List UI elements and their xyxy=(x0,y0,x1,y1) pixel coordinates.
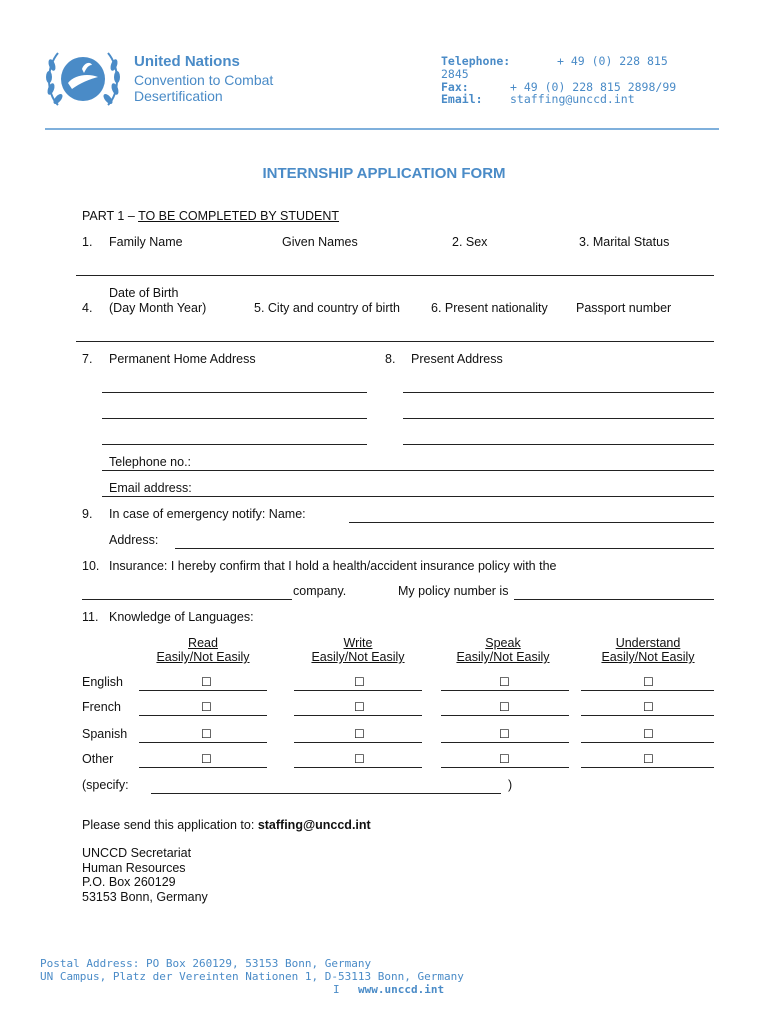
language-speak-checkbox[interactable]: ☐ xyxy=(499,752,510,766)
given-names-label: Given Names xyxy=(282,235,358,249)
language-label: French xyxy=(82,700,121,714)
un-emblem-logo xyxy=(44,45,122,113)
policy-number-label: My policy number is xyxy=(398,584,509,598)
language-understand-checkbox[interactable]: ☐ xyxy=(643,727,654,741)
address-line: 53153 Bonn, Germany xyxy=(82,889,208,904)
language-understand-line xyxy=(581,690,714,691)
language-read-checkbox[interactable]: ☐ xyxy=(201,675,212,689)
lang-col-read: Read Easily/Not Easily xyxy=(156,636,250,664)
fax-value: + 49 (0) 228 815 2898/99 xyxy=(510,80,677,94)
footer-postal: Postal Address: PO Box 260129, 53153 Bonn, Germany xyxy=(40,957,372,970)
row7-num: 7. xyxy=(82,352,93,366)
telephone-no-label: Telephone no.: xyxy=(109,455,192,469)
language-write-line xyxy=(294,767,422,768)
send-email[interactable]: staffing@unccd.int xyxy=(257,818,371,832)
company-label: company. xyxy=(293,584,347,598)
language-understand-checkbox[interactable]: ☐ xyxy=(643,675,654,689)
language-write-checkbox[interactable]: ☐ xyxy=(354,752,365,766)
language-read-line xyxy=(139,767,267,768)
row1-field-line[interactable] xyxy=(76,275,714,276)
language-read-checkbox[interactable]: ☐ xyxy=(201,700,212,714)
language-label: Other xyxy=(82,752,114,766)
lang-col-understand: Understand Easily/Not Easily xyxy=(601,636,695,664)
present-address-label: Present Address xyxy=(411,352,503,366)
footer-website[interactable]: www.unccd.int xyxy=(358,983,445,996)
language-speak-checkbox[interactable]: ☐ xyxy=(499,727,510,741)
language-read-checkbox[interactable]: ☐ xyxy=(201,727,212,741)
org-name-line2: Convention to Combat xyxy=(134,72,274,88)
footer-campus: UN Campus, Platz der Vereinten Nationen 1, D-53113 Bonn, Germany xyxy=(40,970,464,983)
org-name-line3: Desertification xyxy=(134,88,223,104)
mailing-address xyxy=(82,846,208,904)
present-address-line2[interactable] xyxy=(403,418,714,419)
permanent-address-label: Permanent Home Address xyxy=(109,352,256,366)
language-read-checkbox[interactable]: ☐ xyxy=(201,752,212,766)
insurance-statement: Insurance: I hereby confirm that I hold a health/accident insurance policy with the xyxy=(109,559,557,573)
language-write-line xyxy=(294,742,422,743)
insurance-company-field[interactable] xyxy=(82,599,292,600)
language-write-checkbox[interactable]: ☐ xyxy=(354,700,365,714)
emergency-name-label: In case of emergency notify: Name: xyxy=(109,507,306,521)
lang-col-speak: Speak Easily/Not Easily xyxy=(456,636,550,664)
language-speak-line xyxy=(441,742,569,743)
language-read-line xyxy=(139,742,267,743)
row8-num: 8. xyxy=(385,352,396,366)
language-speak-checkbox[interactable]: ☐ xyxy=(499,700,510,714)
language-label: English xyxy=(82,675,123,689)
language-write-line xyxy=(294,690,422,691)
row1-num: 1. xyxy=(82,235,93,249)
language-speak-line xyxy=(441,690,569,691)
language-label: Spanish xyxy=(82,727,128,741)
footer-separator: I xyxy=(333,983,340,996)
row10-num: 10. xyxy=(82,559,100,573)
present-address-line3[interactable] xyxy=(403,444,714,445)
specify-close-label: ) xyxy=(508,778,513,792)
permanent-address-line1[interactable] xyxy=(102,392,367,393)
language-read-line xyxy=(139,690,267,691)
family-name-label: Family Name xyxy=(109,235,183,249)
language-understand-line xyxy=(581,715,714,716)
email-label: Email: xyxy=(441,92,483,106)
language-understand-line xyxy=(581,767,714,768)
send-instruction: Please send this application to: staffing@unccd.int xyxy=(82,818,371,832)
language-understand-line xyxy=(581,742,714,743)
telephone-value: + 49 (0) 228 815 xyxy=(557,54,668,68)
present-address-line1[interactable] xyxy=(403,392,714,393)
emergency-name-field[interactable] xyxy=(349,522,714,523)
lang-col-write: Write Easily/Not Easily xyxy=(311,636,405,664)
fax-label: Fax: xyxy=(441,80,469,94)
nationality-label: 6. Present nationality xyxy=(431,301,548,315)
org-name-line1: United Nations xyxy=(134,53,240,70)
language-write-checkbox[interactable]: ☐ xyxy=(354,727,365,741)
emergency-address-label: Address: xyxy=(109,533,159,547)
language-write-checkbox[interactable]: ☐ xyxy=(354,675,365,689)
languages-label: Knowledge of Languages: xyxy=(109,610,254,624)
part1-heading: PART 1 – TO BE COMPLETED BY STUDENT xyxy=(82,209,340,223)
passport-label: Passport number xyxy=(576,301,672,315)
email-address-label: Email address: xyxy=(109,481,192,495)
telephone-label: Telephone: xyxy=(441,54,511,68)
address-line: Human Resources xyxy=(82,860,186,875)
row11-num: 11. xyxy=(82,610,99,624)
header-divider xyxy=(45,128,719,130)
policy-number-field[interactable] xyxy=(514,599,714,600)
email-address-field[interactable] xyxy=(102,496,714,497)
form-title: INTERNSHIP APPLICATION FORM xyxy=(262,165,506,182)
language-speak-line xyxy=(441,715,569,716)
row9-num: 9. xyxy=(82,507,93,521)
city-birth-label: 5. City and country of birth xyxy=(254,301,400,315)
language-read-line xyxy=(139,715,267,716)
dob-label-line1: Date of Birth xyxy=(109,286,179,300)
marital-status-label: 3. Marital Status xyxy=(579,235,670,249)
row4-field-line[interactable] xyxy=(76,341,714,342)
permanent-address-line3[interactable] xyxy=(102,444,367,445)
specify-field[interactable] xyxy=(151,793,501,794)
dob-label-line2: (Day Month Year) xyxy=(109,301,207,315)
language-speak-checkbox[interactable]: ☐ xyxy=(499,675,510,689)
telephone-cont: 2845 xyxy=(441,67,469,81)
language-understand-checkbox[interactable]: ☐ xyxy=(643,700,654,714)
specify-open-label: (specify: xyxy=(82,778,129,792)
address-line: P.O. Box 260129 xyxy=(82,875,176,889)
email-value[interactable]: staffing@unccd.int xyxy=(510,92,635,106)
language-write-line xyxy=(294,715,422,716)
row4-num: 4. xyxy=(82,301,93,315)
telephone-no-field[interactable] xyxy=(102,470,714,471)
language-speak-line xyxy=(441,767,569,768)
emergency-address-field[interactable] xyxy=(175,548,714,549)
language-understand-checkbox[interactable]: ☐ xyxy=(643,752,654,766)
permanent-address-line2[interactable] xyxy=(102,418,367,419)
sex-label: 2. Sex xyxy=(452,235,488,249)
address-line: UNCCD Secretariat xyxy=(82,846,192,860)
